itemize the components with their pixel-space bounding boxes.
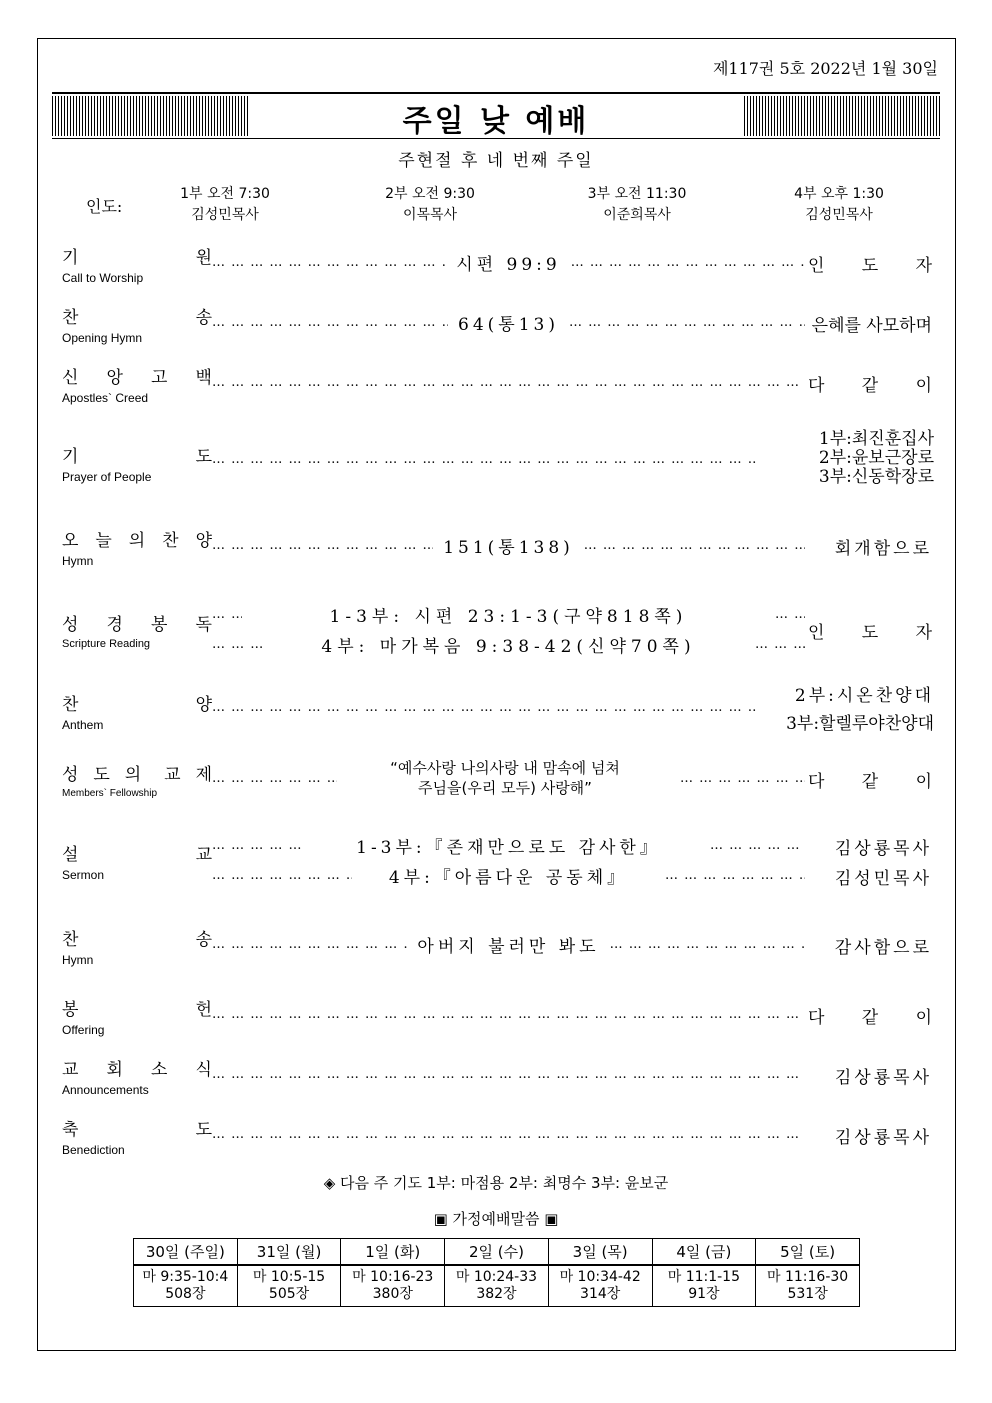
call-response: 인 도 자 bbox=[808, 256, 932, 276]
family-worship-table bbox=[133, 1238, 860, 1307]
order-item-fellowship: 성 도 의 교 제 Members` Fellowship bbox=[62, 765, 212, 799]
leaders-label: 인도: bbox=[86, 197, 123, 216]
fellowship-response: 다 같 이 bbox=[808, 772, 932, 792]
todays-hymn-response: 회개함으로 bbox=[834, 539, 932, 559]
item-english: Call to Worship bbox=[62, 271, 144, 285]
item-english: Sermon bbox=[62, 868, 105, 882]
item-english: Anthem bbox=[62, 718, 104, 732]
leader-line bbox=[212, 933, 805, 955]
title-bar bbox=[52, 92, 940, 139]
leader-line bbox=[212, 603, 805, 625]
sermon-title-1: 1-3부:『존재만으로도 감사한』 bbox=[356, 837, 661, 856]
table-cell: 마 10:5-15 505장 bbox=[237, 1265, 341, 1307]
leader-line bbox=[212, 834, 805, 856]
item-english: Members` Fellowship bbox=[62, 788, 158, 799]
closing-hymn-response: 감사함으로 bbox=[834, 938, 932, 958]
sermon-preacher-1: 김상룡목사 bbox=[834, 839, 932, 859]
leader-line bbox=[212, 311, 805, 333]
next-week-prayer: ◈ 다음 주 기도 1부: 마점용 2부: 최명수 3부: 윤보군 bbox=[323, 1174, 669, 1192]
opening-hymn-title: 은혜를 사모하며 bbox=[811, 316, 932, 336]
item-english: Prayer of People bbox=[62, 470, 152, 484]
leader-line bbox=[212, 448, 757, 470]
service-leader: 이준희목사 bbox=[603, 207, 671, 223]
leader-line bbox=[212, 371, 805, 393]
order-item-creed: 신 앙 고 백 Apostles` Creed bbox=[62, 368, 212, 405]
creed-response: 다 같 이 bbox=[808, 376, 932, 396]
offering-response: 다 같 이 bbox=[808, 1008, 932, 1028]
call-text: 시편 99:9 bbox=[456, 254, 561, 273]
service-4 bbox=[754, 184, 924, 226]
order-item-hymn: 찬 송 Hymn bbox=[62, 930, 212, 967]
table-header: 5일 (토) bbox=[756, 1239, 860, 1266]
page-subtitle: 주현절 후 네 번째 주일 bbox=[398, 151, 594, 171]
leader-line bbox=[212, 1063, 805, 1085]
table-cell: 마 10:24-33 382장 bbox=[445, 1265, 549, 1307]
order-item-offering: 봉 헌 Offering bbox=[62, 1000, 212, 1037]
table-header: 4일 (금) bbox=[652, 1239, 756, 1266]
table-header: 2일 (수) bbox=[445, 1239, 549, 1266]
item-english: Apostles` Creed bbox=[62, 391, 149, 405]
leader-line bbox=[212, 1123, 805, 1145]
item-english: Hymn bbox=[62, 953, 94, 967]
item-english: Benediction bbox=[62, 1143, 125, 1157]
order-item-todays-hymn: 오 늘 의 찬 양 Hymn bbox=[62, 531, 212, 568]
leader-line bbox=[212, 864, 805, 886]
item-english: Announcements bbox=[62, 1083, 149, 1097]
sermon-preacher-2: 김성민목사 bbox=[834, 869, 932, 889]
family-worship-title: ▣ 가정예배말씀 ▣ bbox=[433, 1210, 559, 1228]
todays-hymn-number: 151(통138) bbox=[443, 537, 574, 556]
table-cell: 마 11:1-15 91장 bbox=[652, 1265, 756, 1307]
anthem-choirs: 2부:시온찬양대 3부:할렐루야찬양대 bbox=[786, 686, 934, 734]
item-english: Hymn bbox=[62, 554, 94, 568]
table-cell: 마 10:34-42 314장 bbox=[548, 1265, 652, 1307]
table-header-row bbox=[134, 1239, 860, 1266]
order-item-call: 기 원 Call to Worship bbox=[62, 248, 212, 285]
service-leader: 김성민목사 bbox=[805, 207, 873, 223]
service-1 bbox=[140, 184, 310, 226]
service-time: 3부 오전 11:30 bbox=[587, 186, 687, 202]
order-item-opening-hymn: 찬 송 Opening Hymn bbox=[62, 308, 212, 345]
issue-info: 제117권 5호 2022년 1월 30일 bbox=[712, 59, 938, 78]
table-header: 1일 (화) bbox=[341, 1239, 445, 1266]
opening-hymn-number: 64(통13) bbox=[458, 314, 559, 333]
closing-hymn-title: 아버지 불러만 봐도 bbox=[417, 936, 600, 955]
leader-line bbox=[212, 534, 805, 556]
service-3 bbox=[552, 184, 722, 226]
table-cell: 마 11:16-30 531장 bbox=[756, 1265, 860, 1307]
order-item-announcements: 교 회 소 식 Announcements bbox=[62, 1060, 212, 1097]
order-item-scripture: 성 경 봉 독 Scripture Reading bbox=[62, 615, 212, 650]
service-2 bbox=[345, 184, 515, 226]
fellowship-song: “예수사랑 나의사랑 내 맘속에 넘쳐 주님을(우리 모두) 사랑해” bbox=[390, 759, 620, 797]
leader-line bbox=[212, 251, 805, 273]
table-header: 31일 (월) bbox=[237, 1239, 341, 1266]
order-item-anthem: 찬 양 Anthem bbox=[62, 695, 212, 732]
benediction-response: 김상룡목사 bbox=[834, 1128, 932, 1148]
service-time: 4부 오후 1:30 bbox=[794, 186, 884, 202]
item-english: Scripture Reading bbox=[62, 638, 151, 650]
order-item-prayer: 기 도 Prayer of People bbox=[62, 447, 212, 484]
table-cell: 마 9:35-10:4 508장 bbox=[134, 1265, 238, 1307]
scripture-response: 인 도 자 bbox=[808, 623, 932, 643]
leader-line bbox=[212, 696, 757, 718]
table-cell: 마 10:16-23 380장 bbox=[341, 1265, 445, 1307]
leader-line bbox=[212, 1003, 805, 1025]
item-english: Opening Hymn bbox=[62, 331, 143, 345]
order-item-benediction: 축 도 Benediction bbox=[62, 1120, 212, 1157]
scripture-line-1: 1-3부: 시편 23:1-3(구약818쪽) bbox=[329, 606, 688, 625]
service-leader: 이목목사 bbox=[402, 207, 458, 223]
service-time: 2부 오전 9:30 bbox=[385, 186, 475, 202]
service-leader: 김성민목사 bbox=[191, 207, 259, 223]
leader-line bbox=[212, 633, 805, 655]
order-item-sermon: 설 교 Sermon bbox=[62, 845, 212, 882]
page-title: 주일 낮 예배 bbox=[402, 104, 590, 139]
table-header: 3일 (목) bbox=[548, 1239, 652, 1266]
table-header: 30일 (주일) bbox=[134, 1239, 238, 1266]
service-time: 1부 오전 7:30 bbox=[180, 186, 270, 202]
prayer-leaders: 1부:최진훈집사 2부:윤보근장로 3부:신동학장로 bbox=[818, 429, 934, 487]
sermon-title-2: 4부:『아름다운 공동체』 bbox=[388, 867, 629, 886]
item-english: Offering bbox=[62, 1023, 105, 1037]
table-row bbox=[134, 1265, 860, 1307]
announcements-response: 김상룡목사 bbox=[834, 1068, 932, 1088]
scripture-line-2: 4부: 마가복음 9:38-42(신약70쪽) bbox=[321, 636, 696, 655]
